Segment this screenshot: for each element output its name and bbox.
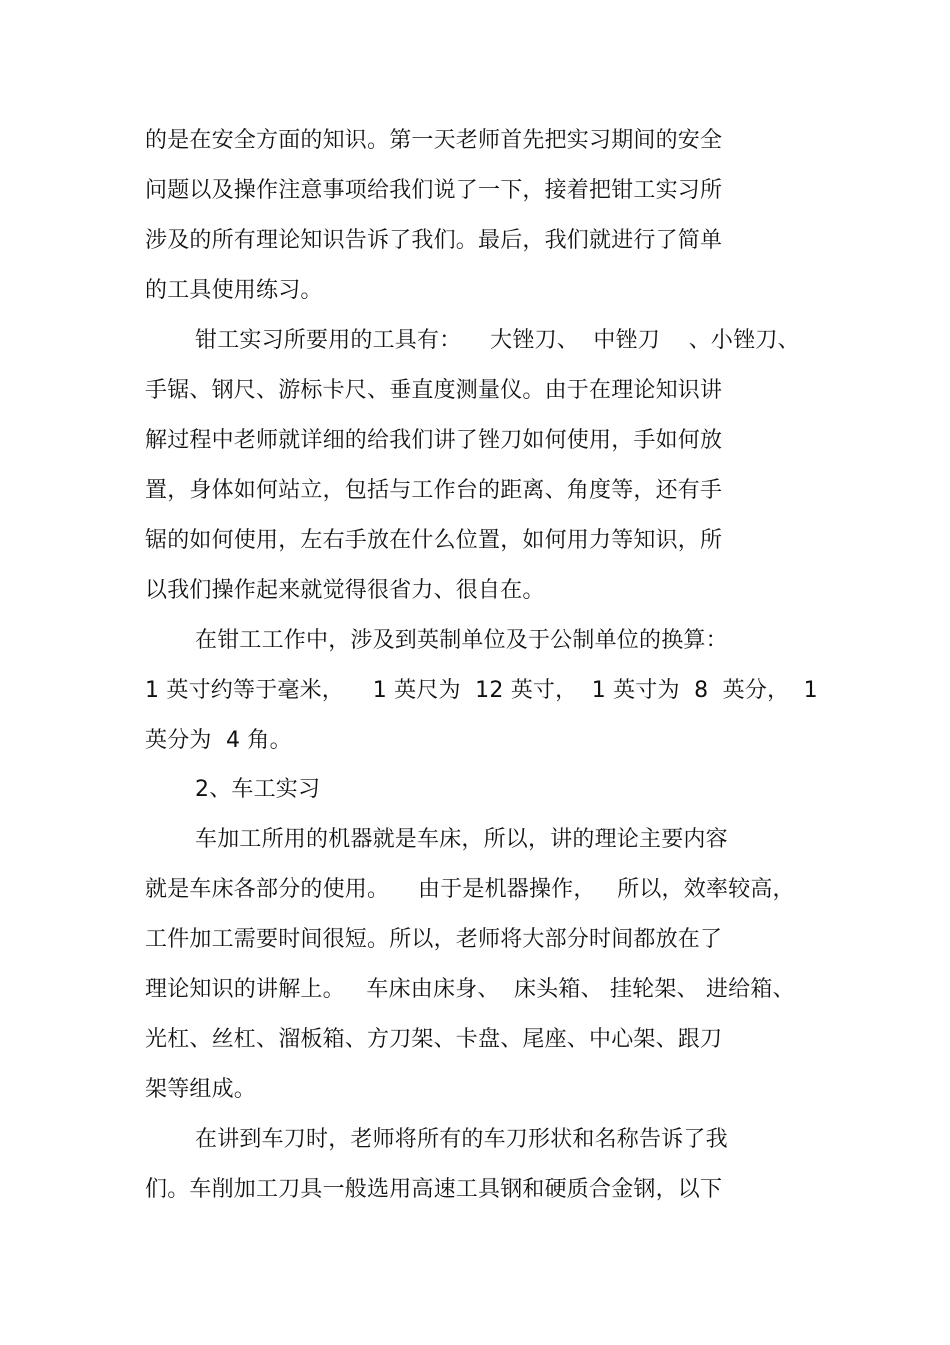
section-heading: 2、车工实习 xyxy=(195,777,321,802)
text-line: 解过程中老师就详细的给我们讲了锉刀如何使用，手如何放 xyxy=(145,428,723,453)
text-line: 光杠、丝杠、溜板箱、方刀架、卡盘、尾座、中心架、跟刀 xyxy=(145,1027,723,1052)
text-line: 1 英寸约等于毫米， 1 英尺为 12 英寸， 1 英寸为 8 英分， 1 xyxy=(145,678,818,703)
paragraph-first-line: 车加工所用的机器就是车床，所以，讲的理论主要内容 xyxy=(195,827,728,852)
text-line: 们。车削加工刀具一般选用高速工具钢和硬质合金钢，以下 xyxy=(145,1177,723,1202)
text-line: 理论知识的讲解上。 车床由床身、 床头箱、 挂轮架、 进给箱、 xyxy=(145,977,795,1002)
text-line: 以我们操作起来就觉得很省力、很自在。 xyxy=(145,578,545,603)
text-line: 的工具使用练习。 xyxy=(145,278,323,303)
text-line: 锯的如何使用，左右手放在什么位置，如何用力等知识，所 xyxy=(145,528,723,553)
text-line: 手锯、钢尺、游标卡尺、垂直度测量仪。由于在理论知识讲 xyxy=(145,378,723,403)
text-line: 工件加工需要时间很短。所以，老师将大部分时间都放在了 xyxy=(145,927,723,952)
text-line: 涉及的所有理论知识告诉了我们。最后，我们就进行了简单 xyxy=(145,228,723,253)
text-line: 架等组成。 xyxy=(145,1077,257,1102)
text-line: 置，身体如何站立，包括与工作台的距离、角度等，还有手 xyxy=(145,478,723,503)
text-line: 英分为 4 角。 xyxy=(145,728,292,753)
paragraph-first-line: 在钳工工作中，涉及到英制单位及于公制单位的换算： xyxy=(195,628,728,653)
text-line: 问题以及操作注意事项给我们说了一下，接着把钳工实习所 xyxy=(145,178,723,203)
text-line: 的是在安全方面的知识。第一天老师首先把实习期间的安全 xyxy=(145,128,723,153)
paragraph-first-line: 在讲到车刀时，老师将所有的车刀形状和名称告诉了我 xyxy=(195,1127,728,1152)
text-line: 就是车床各部分的使用。 由于是机器操作， 所以，效率较高， xyxy=(145,877,795,902)
paragraph-first-line: 钳工实习所要用的工具有： 大锉刀、 中锉刀 、小锉刀、 xyxy=(195,328,800,353)
